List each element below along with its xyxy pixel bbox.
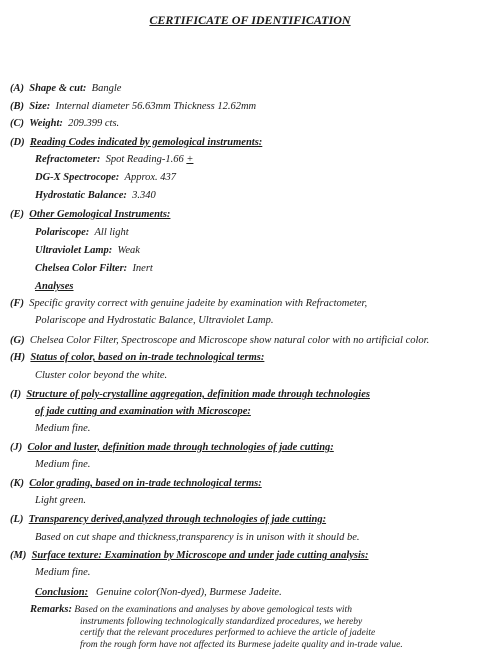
item-j-value: Medium fine. xyxy=(35,459,91,470)
item-label: Structure of poly-crystalline aggregation, definition made through technologies xyxy=(26,389,370,400)
item-value: 209.399 cts. xyxy=(68,118,120,129)
item-value: Bangle xyxy=(91,83,122,94)
item-label: Reading Codes indicated by gemological instruments: xyxy=(29,137,263,148)
item-text: Specific gravity correct with genuine jadeite by examination with Refractometer, xyxy=(29,298,368,309)
item-letter: (L) xyxy=(10,514,24,525)
item-letter: (C) xyxy=(10,118,24,129)
item-label: Surface texture: Examination by Microscope and under jade cutting analysis: xyxy=(31,550,369,561)
item-g xyxy=(10,334,429,347)
item-letter: (E) xyxy=(10,209,24,220)
item-letter: (K) xyxy=(10,478,24,489)
item-b xyxy=(10,100,256,113)
item-label: Size: xyxy=(29,101,51,112)
item-letter: (F) xyxy=(10,298,24,309)
remarks xyxy=(30,604,485,651)
uv-lamp-label: Ultraviolet Lamp: xyxy=(35,245,113,256)
item-f-line2: Polariscope and Hydrostatic Balance, Ultraviolet Lamp. xyxy=(35,315,274,326)
item-label: Weight: xyxy=(29,118,63,129)
item-f xyxy=(10,297,367,310)
item-i-value: Medium fine. xyxy=(35,423,91,434)
item-letter: (J) xyxy=(10,442,23,453)
item-letter: (A) xyxy=(10,83,24,94)
polariscope-value: All light xyxy=(94,227,129,238)
remarks-line-3: certify that the relevant procedures performed to achieve the article of jadeite xyxy=(80,628,376,638)
item-a xyxy=(10,82,121,95)
item-m-value: Medium fine. xyxy=(35,567,91,578)
hydrostatic-label: Hydrostatic Balance: xyxy=(35,190,127,201)
item-letter: (B) xyxy=(10,101,24,112)
remarks-text: Based on the examinations and analyses by above gemological tests with xyxy=(74,605,352,615)
item-letter: (M) xyxy=(10,550,27,561)
item-d xyxy=(10,136,262,149)
item-k xyxy=(10,477,262,490)
item-label: Color and luster, definition made through technologies of jade cutting: xyxy=(27,442,334,453)
polariscope-row xyxy=(35,226,129,239)
item-c xyxy=(10,117,119,130)
certificate-title: CERTIFICATE OF IDENTIFICATION xyxy=(149,13,351,27)
remarks-label: Remarks: xyxy=(30,604,72,615)
conclusion-value: Genuine color(Non-dyed), Burmese Jadeite. xyxy=(95,587,282,598)
item-l xyxy=(10,513,326,526)
refractometer-label: Refractometer: xyxy=(35,154,101,165)
item-letter: (I) xyxy=(10,389,22,400)
hydrostatic-row xyxy=(35,189,156,202)
chelsea-row xyxy=(35,262,153,275)
spectroscope-row xyxy=(35,171,176,184)
item-label: Color grading, based on in-trade technological terms: xyxy=(29,478,262,489)
refractometer-row xyxy=(35,153,193,166)
item-i-label-line2: of jade cutting and examination with Microscope: xyxy=(35,406,251,417)
item-label: Shape & cut: xyxy=(29,83,87,94)
uv-lamp-value: Weak xyxy=(117,245,140,256)
chelsea-label: Chelsea Color Filter: xyxy=(35,263,128,274)
uv-lamp-row xyxy=(35,244,140,257)
chelsea-value: Inert xyxy=(132,263,153,274)
spectroscope-label: DG-X Spectrocope: xyxy=(35,172,120,183)
item-h xyxy=(10,351,264,364)
item-l-value: Based on cut shape and thickness,transparency is in unison with it should be. xyxy=(35,532,360,543)
remarks-line-4: from the rough form have not affected its Burmese jadeite quality and in-trade value. xyxy=(80,639,403,650)
item-h-value: Cluster color beyond the white. xyxy=(35,370,168,381)
conclusion-label: Conclusion: xyxy=(35,587,89,598)
item-m xyxy=(10,549,369,562)
item-letter: (H) xyxy=(10,352,26,363)
conclusion xyxy=(35,586,282,599)
item-value: Internal diameter 56.63mm Thickness 12.62mm xyxy=(55,101,257,112)
item-label: Transparency derived,analyzed through technologies of jade cutting: xyxy=(28,514,327,525)
spectroscope-value: Approx. 437 xyxy=(124,172,177,183)
item-j xyxy=(10,441,334,454)
item-e xyxy=(10,208,170,221)
plus-minus-sign: + xyxy=(186,154,194,165)
item-k-value: Light green. xyxy=(35,495,86,506)
refractometer-value: Spot Reading-1.66 xyxy=(105,154,184,165)
item-text: Chelsea Color Filter, Spectroscope and Microscope show natural color with no artificial color. xyxy=(29,335,430,346)
item-label: Other Gemological Instruments: xyxy=(29,209,171,220)
analyses-heading: Analyses xyxy=(35,281,74,292)
item-letter: (G) xyxy=(10,335,25,346)
item-letter: (D) xyxy=(10,137,25,148)
remarks-line-1 xyxy=(30,604,485,617)
item-label: Status of color, based on in-trade technological terms: xyxy=(30,352,265,363)
item-i xyxy=(10,388,370,401)
polariscope-label: Polariscope: xyxy=(35,227,90,238)
hydrostatic-value: 3.340 xyxy=(132,190,156,201)
remarks-line-2: instruments following technologically standardized procedures, we hereby xyxy=(80,616,363,627)
